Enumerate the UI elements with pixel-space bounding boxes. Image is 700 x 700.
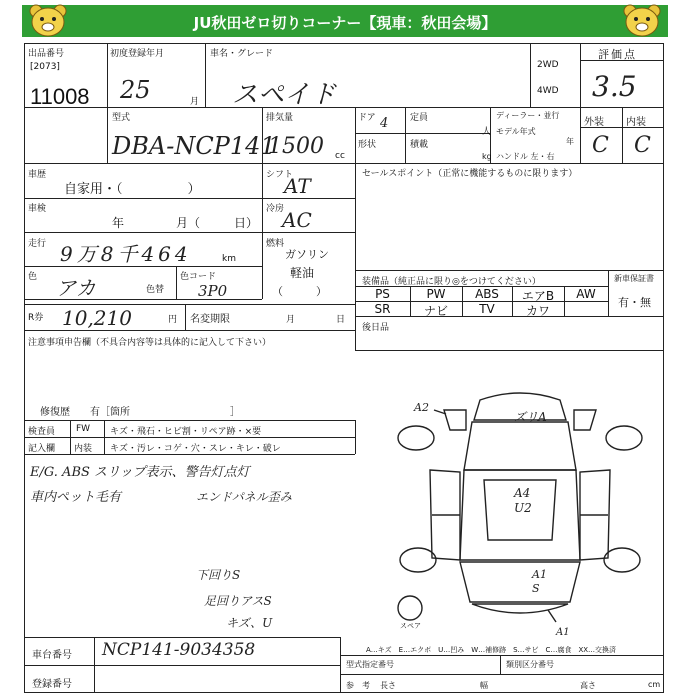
remark-line-6: キズ、U	[226, 616, 273, 630]
mileage-unit: km	[222, 254, 236, 264]
dims-remarks: 参 考	[346, 681, 370, 690]
ac-value: AC	[282, 208, 312, 232]
displacement-label: 排気量	[266, 113, 294, 123]
post-items-label: 後日品	[362, 323, 390, 333]
guarantee-label: 新車保証書	[614, 274, 654, 283]
registration-label: 登録番号	[32, 679, 72, 690]
name-change-day: 日	[336, 315, 346, 325]
diagram-scratch-roof: ズリA	[514, 410, 547, 424]
dealer-model-year: モデル年式	[496, 127, 536, 136]
interior-grade: C	[634, 133, 651, 158]
dims-width: 幅	[480, 681, 488, 690]
fw-items: キズ・飛石・ヒビ割・リペア跡・×要	[110, 427, 262, 437]
name-change-label: 名変期限	[190, 314, 230, 325]
capacity-label: 定員	[410, 113, 429, 123]
diagram-a2: A2	[414, 401, 429, 414]
shape-label: 形状	[358, 140, 377, 150]
name-change-month: 月	[286, 315, 296, 325]
repair-history: 修復歴 有［箇所 ］	[40, 407, 240, 418]
ac-label: 冷房	[266, 204, 285, 214]
displacement-unit: cc	[335, 151, 345, 161]
usage-label: 車歴	[28, 170, 47, 180]
recycle-value: 10,210	[62, 306, 132, 330]
inspection-label: 車検	[28, 204, 47, 214]
diagram-legend: A…キズ E…エクボ U…凹み W…補修跡 S…サビ C…腐食 XX…交換済	[366, 646, 617, 654]
car-name-label: 車名・グレード	[210, 49, 274, 59]
model-value: DBA-NCP141	[112, 132, 276, 160]
diagram-spare-label: スペア	[400, 622, 421, 630]
doors-label: ドア	[358, 113, 376, 123]
remark-line-5: 足回りアスS	[204, 594, 272, 608]
lot-number: 11008	[30, 84, 90, 109]
equip-tv: TV	[479, 302, 495, 316]
remark-line-4: 下回りS	[196, 568, 241, 582]
dealer-year-unit: 年	[566, 137, 574, 146]
equip-abs: ABS	[475, 287, 499, 301]
color-value: アカ	[56, 276, 96, 300]
color-code-label: 色コード	[180, 272, 217, 282]
equip-pw: PW	[426, 287, 446, 301]
fw-label: FW	[76, 424, 91, 434]
fuel-gas: ガソリン	[285, 248, 329, 261]
drive-4wd: 4WD	[537, 86, 559, 96]
load-label: 積載	[410, 140, 429, 150]
notes-label: 注意事項申告欄（不具合内容等は具体的に記入して下さい）	[28, 338, 272, 348]
recycle-label: R券	[28, 313, 44, 323]
load-unit: kg	[482, 152, 492, 161]
header-bar	[22, 5, 668, 37]
diagram-center-1: A4	[514, 486, 531, 500]
shift-value: AT	[284, 174, 311, 198]
displacement-value: 1500	[268, 134, 324, 159]
header-title: JU秋田ゼロ切りコーナー【現車：秋田会場】	[193, 14, 497, 32]
score-label: 評価点	[598, 48, 637, 61]
recycle-unit: 円	[168, 315, 178, 325]
inspection-month: 月（	[176, 216, 201, 230]
interior-check-label: 内装	[74, 444, 93, 454]
interior-label: 内装	[626, 117, 646, 128]
first-reg-label: 初度登録年月	[110, 49, 165, 59]
model-label: 型式	[112, 113, 131, 123]
equip-ps: PS	[375, 287, 390, 301]
interior-items: キズ・汚レ・コゲ・穴・スレ・キレ・破レ	[110, 444, 281, 454]
spec-number-label: 型式指定番号	[346, 660, 394, 669]
doors-value: 4	[380, 116, 389, 131]
class-number-label: 類別区分番号	[506, 660, 554, 669]
remark-line-1: E/G. ABS スリップ表示、警告灯点灯	[30, 465, 250, 480]
exterior-grade: C	[592, 133, 609, 158]
inspection-day: 日）	[234, 216, 259, 230]
color-label: 色	[28, 272, 38, 282]
fuel-label: 燃料	[266, 239, 285, 249]
dealer-label: ディーラー・並行	[496, 111, 560, 120]
equip-leather: カワ	[525, 304, 550, 318]
fuel-diesel: 軽油	[290, 266, 315, 280]
remark-line-3: エンドパネル歪み	[196, 490, 292, 504]
diagram-trunk-2: S	[532, 582, 540, 595]
equip-sr: SR	[374, 302, 391, 316]
drive-2wd: 2WD	[537, 60, 559, 70]
remark-line-2: 車内ペット毛有	[30, 490, 122, 505]
bear-mascot-left-icon	[28, 3, 68, 37]
inspector-label: 検査員	[28, 427, 56, 437]
mileage-label: 走行	[28, 239, 47, 249]
car-name-value: スペイド	[232, 80, 337, 110]
fuel-other: （ ）	[272, 285, 327, 298]
diagram-center-2: U2	[514, 501, 532, 515]
entry-label: 記入欄	[28, 444, 56, 454]
dims-unit: cm	[648, 680, 661, 689]
equip-airbag: エアB	[521, 289, 555, 303]
capacity-unit: 人	[482, 127, 492, 137]
dealer-handle: ハンドル 左・右	[496, 152, 555, 161]
equipment-label: 装備品（純正品に限り◎をつけてください）	[362, 277, 541, 287]
chassis-value: NCP141-9034358	[102, 640, 256, 660]
inspection-year: 年	[112, 216, 125, 230]
usage-value: 自家用・（ ）	[64, 182, 201, 197]
lot-label: 出品番号	[28, 49, 65, 59]
shift-label: シフト	[266, 170, 294, 180]
sales-point-label: セールスポイント（正常に機能するものに限ります）	[362, 169, 578, 179]
diagram-trunk-1: A1	[532, 568, 547, 581]
chassis-label: 車台番号	[32, 650, 72, 661]
dims-height: 高さ	[580, 681, 596, 690]
exterior-label: 外装	[584, 117, 604, 128]
mileage-value: 9万8千464	[60, 242, 192, 266]
first-reg-month-unit: 月	[190, 97, 200, 107]
color-code-value: 3P0	[198, 282, 228, 300]
score-value: 3.5	[592, 70, 637, 103]
equip-aw: AW	[576, 287, 596, 301]
dims-length: 長さ	[380, 681, 396, 690]
bear-mascot-right-icon	[622, 3, 662, 37]
first-reg-year: 25	[120, 76, 151, 104]
guarantee-value: 有・無	[618, 296, 651, 309]
diagram-rear-a1: A1	[556, 627, 570, 638]
equip-navi: ナビ	[423, 304, 448, 318]
lot-sub: [2073]	[30, 62, 60, 72]
color-change-label: 色替	[146, 285, 165, 295]
